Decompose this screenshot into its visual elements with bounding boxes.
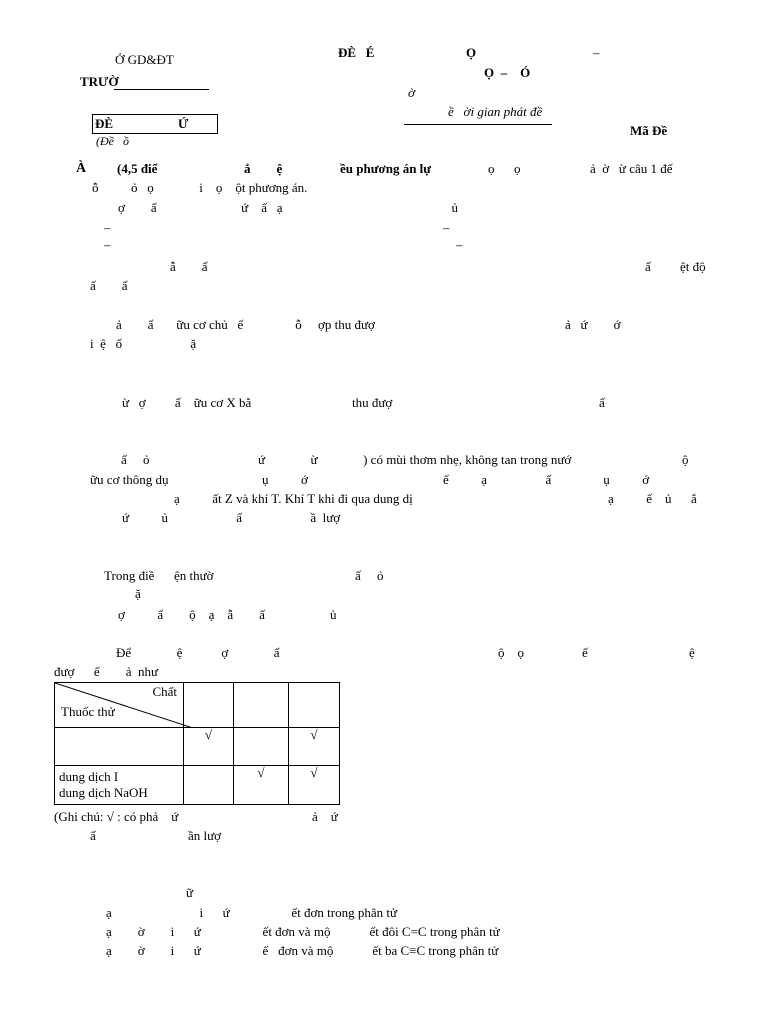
table-header-reagent: Thuốc thử bbox=[61, 704, 115, 719]
header-school-underline bbox=[114, 89, 209, 90]
table-cell bbox=[55, 728, 184, 766]
exam-title-2: Ọ – Ó bbox=[484, 65, 531, 80]
official-label: ĐÈ Ứ bbox=[95, 116, 189, 131]
q7-line1c: ế bbox=[582, 645, 588, 660]
note-line2b: ần lượ bbox=[188, 828, 222, 843]
q3-line1: ả ẩ ữu cơ chủ ế ỗ ợp thu đượ bbox=[116, 317, 375, 332]
q3-line2: i ệ ố ặ bbox=[90, 336, 197, 351]
q5-line2: ữu cơ thông dụ bbox=[90, 472, 169, 487]
q1-option-d: – bbox=[456, 237, 463, 252]
row-label-naoh: dung dịch NaOH bbox=[59, 785, 148, 801]
part1-heading-e: ọ ọ bbox=[488, 161, 521, 176]
q5-line4: ứ ủ ấ ầ lượ bbox=[122, 510, 341, 525]
table-row bbox=[55, 728, 340, 766]
table-cell-check: √ bbox=[184, 728, 234, 766]
table-cell-check: √ bbox=[289, 766, 340, 805]
q2-text-b: ấ ệt độ bbox=[645, 259, 706, 274]
q7-line1: Để ệ ợ ấ bbox=[116, 645, 280, 660]
reagent-table bbox=[54, 682, 340, 805]
table-header-diagonal-cell bbox=[55, 683, 184, 728]
q8-option-1: ạ i ứ ết đơn trong phân tử bbox=[106, 905, 398, 920]
part1-heading-a: À bbox=[76, 161, 87, 176]
table-cell bbox=[234, 728, 289, 766]
exam-title-1b: Ọ bbox=[466, 45, 477, 60]
time-underline bbox=[404, 124, 552, 125]
q4-line1b: thu đượ bbox=[352, 395, 393, 410]
header-school: TRƯỜ bbox=[80, 74, 119, 89]
q4-line1c: ấ bbox=[599, 395, 605, 410]
note-line1b: ả ứ bbox=[312, 809, 338, 824]
table-cell-check: √ bbox=[234, 766, 289, 805]
q6-line2: ặ bbox=[135, 586, 141, 601]
exam-time-note: ề ời gian phát đề bbox=[448, 104, 543, 119]
note-line2: ấ bbox=[90, 828, 96, 843]
q7-line1b: ộ ọ bbox=[498, 645, 524, 660]
q5-line3: ạ ất Z và khí T. Khí T khi đi qua dung dị bbox=[174, 491, 413, 506]
q2-text-c: ấ ấ bbox=[90, 278, 128, 293]
header-dept: Ở GD&ĐT bbox=[115, 52, 174, 67]
page-count: (Đề ồ bbox=[96, 134, 129, 148]
q1-text: ợ ấ ứ ấ ạ ủ bbox=[118, 200, 458, 215]
table-cell-check: √ bbox=[289, 728, 340, 766]
q5-line1b: ứ ừ ) có mùi thơm nhẹ, không tan trong nướ bbox=[258, 452, 572, 467]
q3-line1b: ả ứ ớ bbox=[565, 317, 621, 332]
q7-line1d: ệ bbox=[689, 645, 695, 660]
q6-line1b: ấ ỏ bbox=[355, 568, 384, 583]
q8-line0: ữ bbox=[186, 885, 194, 900]
q1-option-a: – bbox=[104, 220, 111, 235]
q5-line1: ấ ỏ bbox=[121, 452, 150, 467]
q1-option-c: – bbox=[104, 237, 111, 252]
part1-heading-c: ắ ệ bbox=[244, 161, 283, 176]
table-header-substance: Chất bbox=[152, 684, 177, 699]
q8-option-3: ạ ờ i ứ ế đơn và mộ ết ba C≡C trong phân tử bbox=[106, 943, 499, 958]
table-cell bbox=[234, 683, 289, 728]
table-row-label bbox=[55, 766, 184, 805]
exam-grave: ờ bbox=[408, 85, 415, 100]
table-cell bbox=[184, 766, 234, 805]
exam-title-dash: – bbox=[593, 45, 600, 60]
q5-line2c: ế ạ ấ ụ ớ bbox=[443, 472, 650, 487]
part1-sub: ỗ ỏ ọ i ọ ột phương án. bbox=[92, 180, 308, 195]
table-cell bbox=[289, 683, 340, 728]
table-row bbox=[55, 683, 340, 728]
row-label-iodine: dung dịch I bbox=[59, 769, 119, 784]
part1-heading-d: ều phương án lự bbox=[340, 161, 432, 176]
q7-line2: đượ ế ả như bbox=[54, 664, 159, 679]
q5-line2b: ụ ớ bbox=[262, 472, 308, 487]
exam-title-1: ĐÈ É bbox=[338, 45, 375, 60]
q8-option-2: ạ ờ i ứ ết đơn và mộ ết đôi C=C trong phân tử bbox=[106, 924, 500, 939]
q1-option-b: – bbox=[443, 220, 450, 235]
part1-heading-b: (4,5 điể bbox=[117, 161, 158, 176]
q6-line1: Trong điề ện thườ bbox=[104, 568, 214, 583]
q4-line1: ừ ợ ấ ữu cơ X bằ bbox=[122, 395, 252, 410]
table-row bbox=[55, 766, 340, 805]
exam-code: Mã Đề bbox=[630, 123, 668, 138]
q6-line3: ợ ấ ộ ạ ẫ ấ ủ bbox=[118, 607, 337, 622]
q5-line3b: ạ ế ủ ắ bbox=[608, 491, 697, 506]
part1-heading-f: ả ờ ừ câu 1 đế bbox=[590, 161, 673, 176]
q2-text-a: ẫ ấ bbox=[170, 259, 208, 274]
q5-line1c: ộ bbox=[682, 452, 689, 467]
note-line1: (Ghi chú: √ : có phả ứ bbox=[54, 809, 179, 824]
